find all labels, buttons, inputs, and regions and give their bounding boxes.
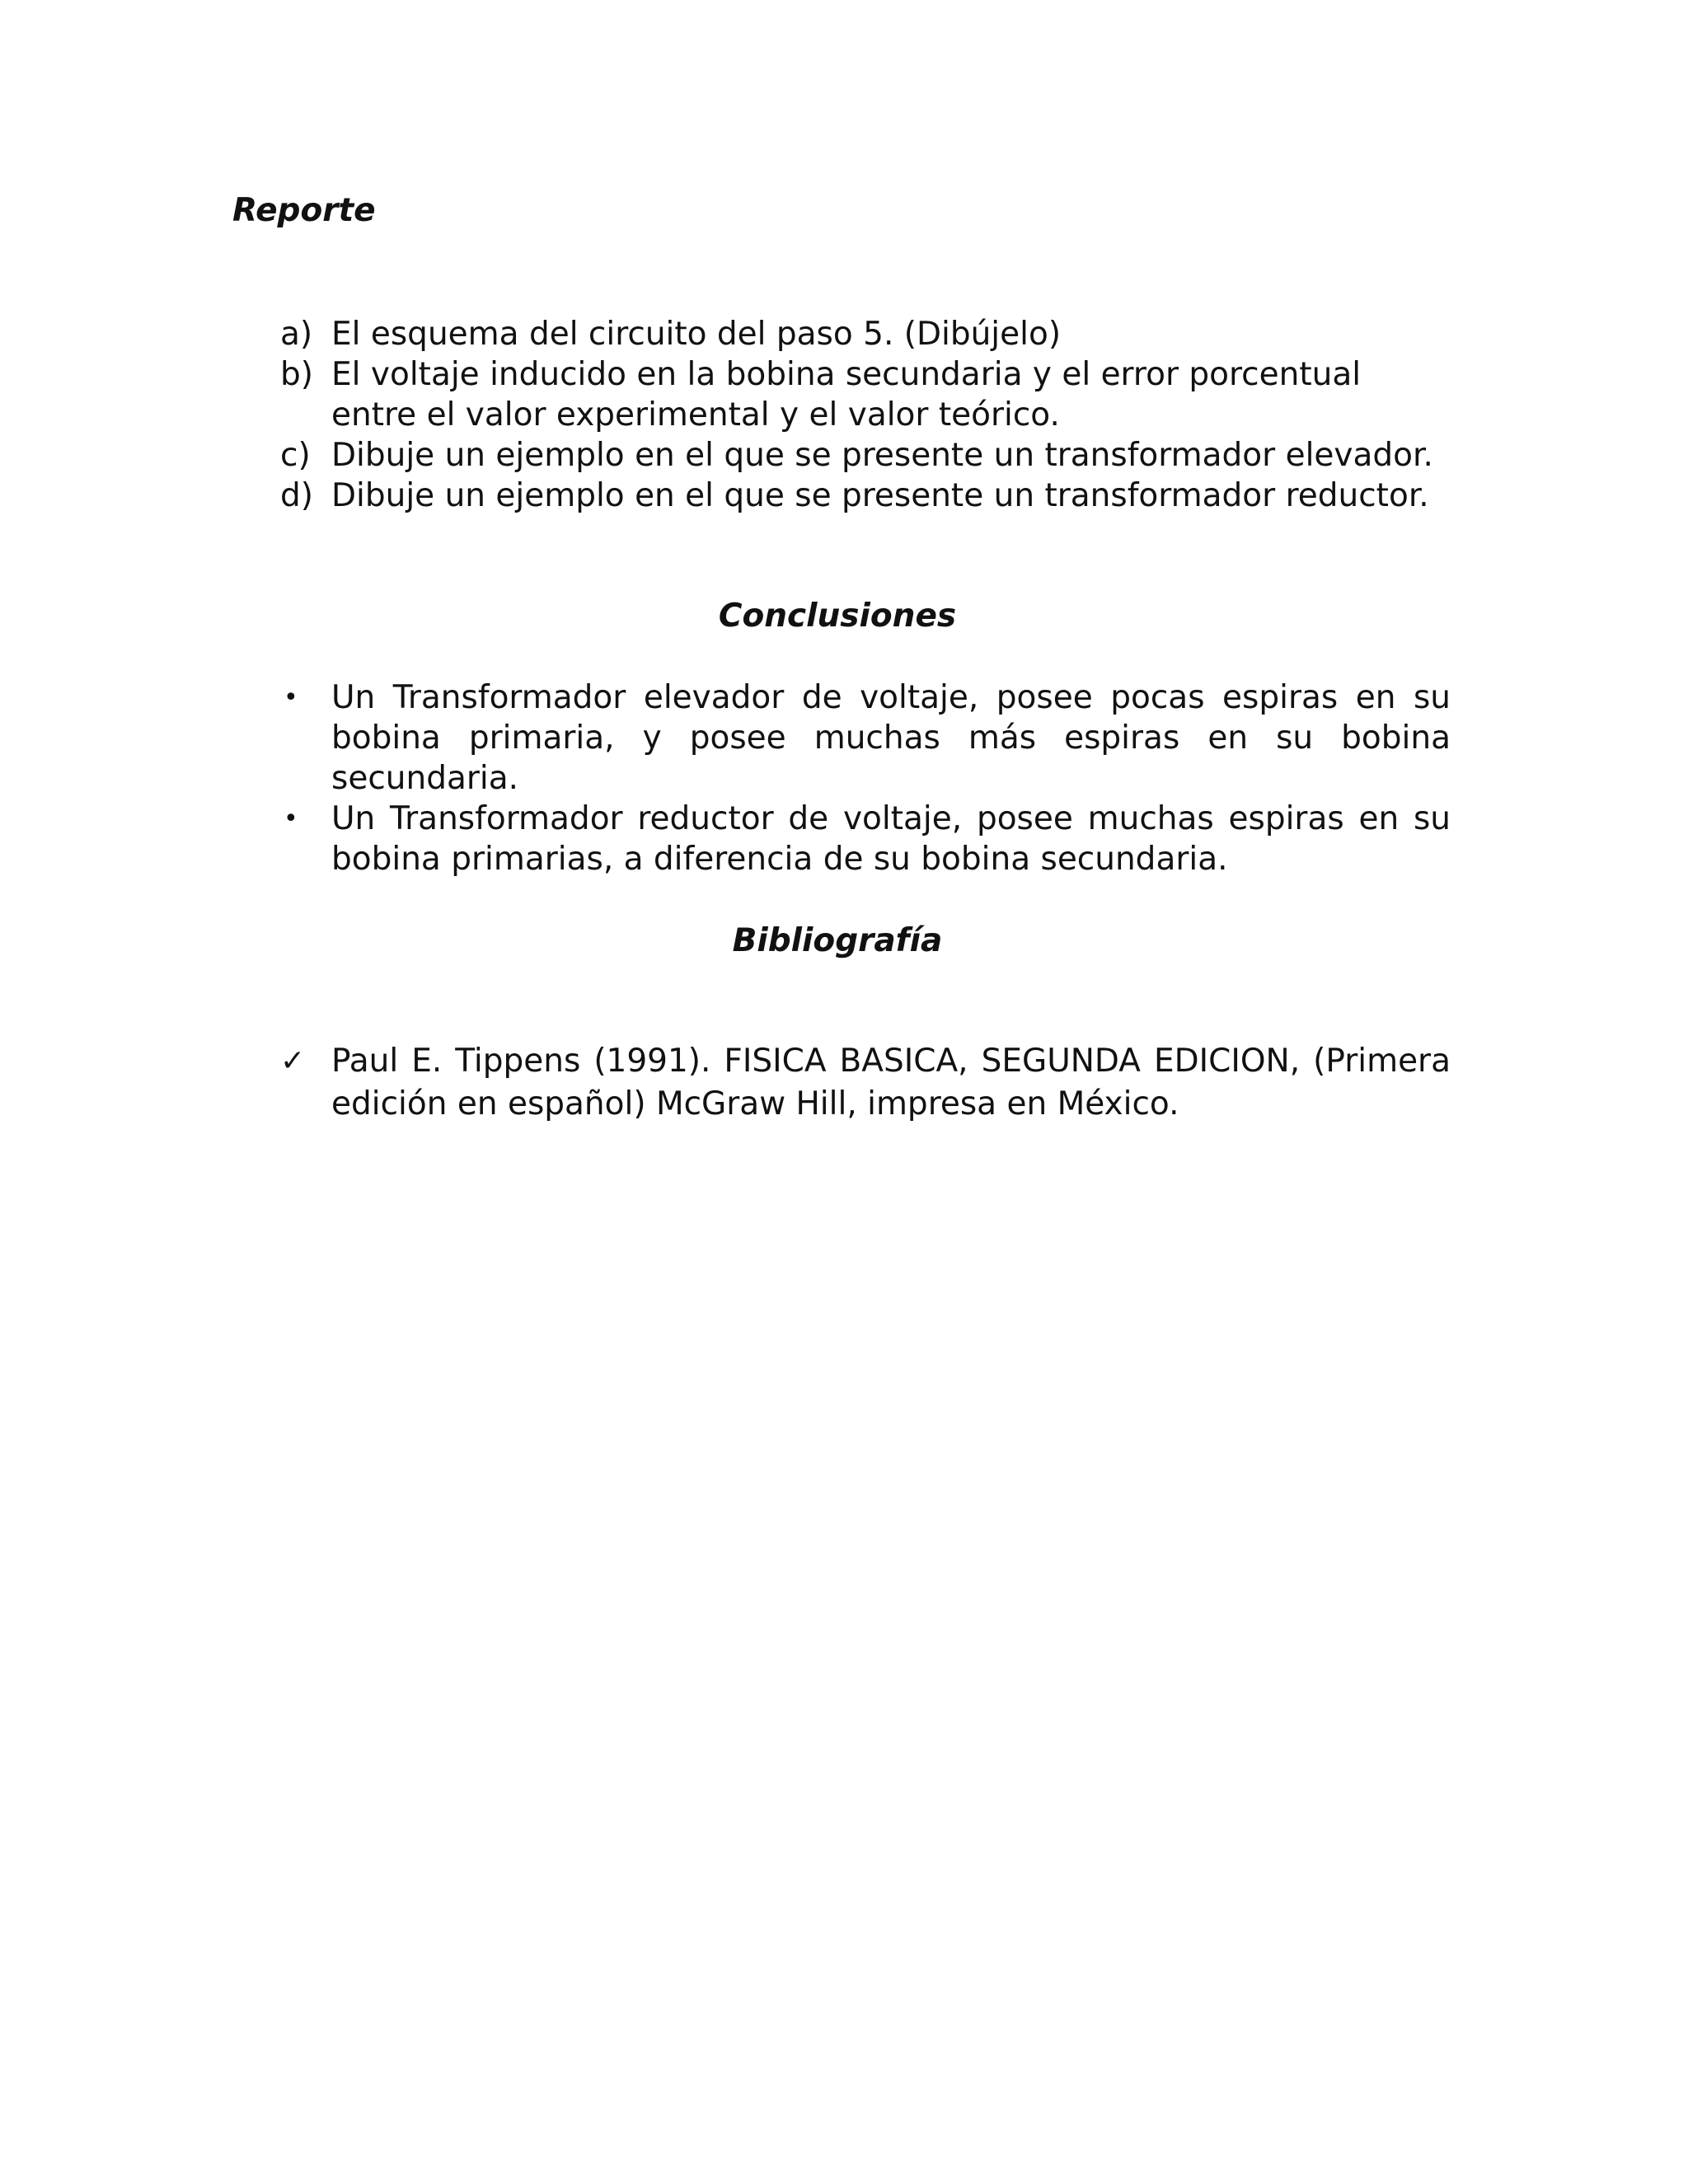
list-marker: b) bbox=[280, 356, 313, 393]
list-item-text: Dibuje un ejemplo en el que se presente un transformador reductor. bbox=[331, 477, 1429, 514]
list-item bbox=[280, 677, 1451, 799]
section-heading-conclusiones: Conclusiones bbox=[718, 598, 957, 635]
list-marker: a) bbox=[280, 316, 313, 353]
bibliography-entry-text: Paul E. Tippens (1991). FISICA BASICA, SEGUNDA EDICION, (Primera edición en español) McGraw Hill, impresa en México. bbox=[331, 1043, 1451, 1122]
list-item bbox=[280, 435, 1451, 476]
list-marker: c) bbox=[280, 437, 311, 474]
bullet-icon: • bbox=[284, 683, 298, 712]
section-heading-reporte: Reporte bbox=[232, 192, 376, 229]
list-item bbox=[280, 476, 1451, 516]
list-item bbox=[280, 799, 1451, 879]
checkmark-icon: ✓ bbox=[280, 1044, 306, 1078]
section-heading-bibliografia: Bibliografía bbox=[732, 922, 943, 959]
list-item-text: El voltaje inducido en la bobina secundaria y el error porcentual entre el valor experimental y el valor teórico. bbox=[331, 356, 1362, 434]
conclusions-list bbox=[280, 677, 1451, 879]
list-item-text: Un Transformador reductor de voltaje, posee muchas espiras en su bobina primarias, a diferencia de su bobina secundaria. bbox=[331, 800, 1451, 878]
list-item-text: Dibuje un ejemplo en el que se presente un transformador elevador. bbox=[331, 437, 1433, 474]
list-marker: d) bbox=[280, 477, 313, 514]
list-item bbox=[280, 1040, 1451, 1126]
list-item-text: Un Transformador elevador de voltaje, posee pocas espiras en su bobina primaria, y posee muchas más espiras en su bobina secundaria. bbox=[331, 679, 1451, 797]
bullet-icon: • bbox=[284, 804, 298, 833]
list-item bbox=[280, 354, 1451, 435]
list-item-text: El esquema del circuito del paso 5. (Dibújelo) bbox=[331, 316, 1062, 353]
report-list bbox=[280, 314, 1451, 516]
bibliography-list bbox=[280, 1040, 1451, 1126]
list-item bbox=[280, 314, 1451, 354]
